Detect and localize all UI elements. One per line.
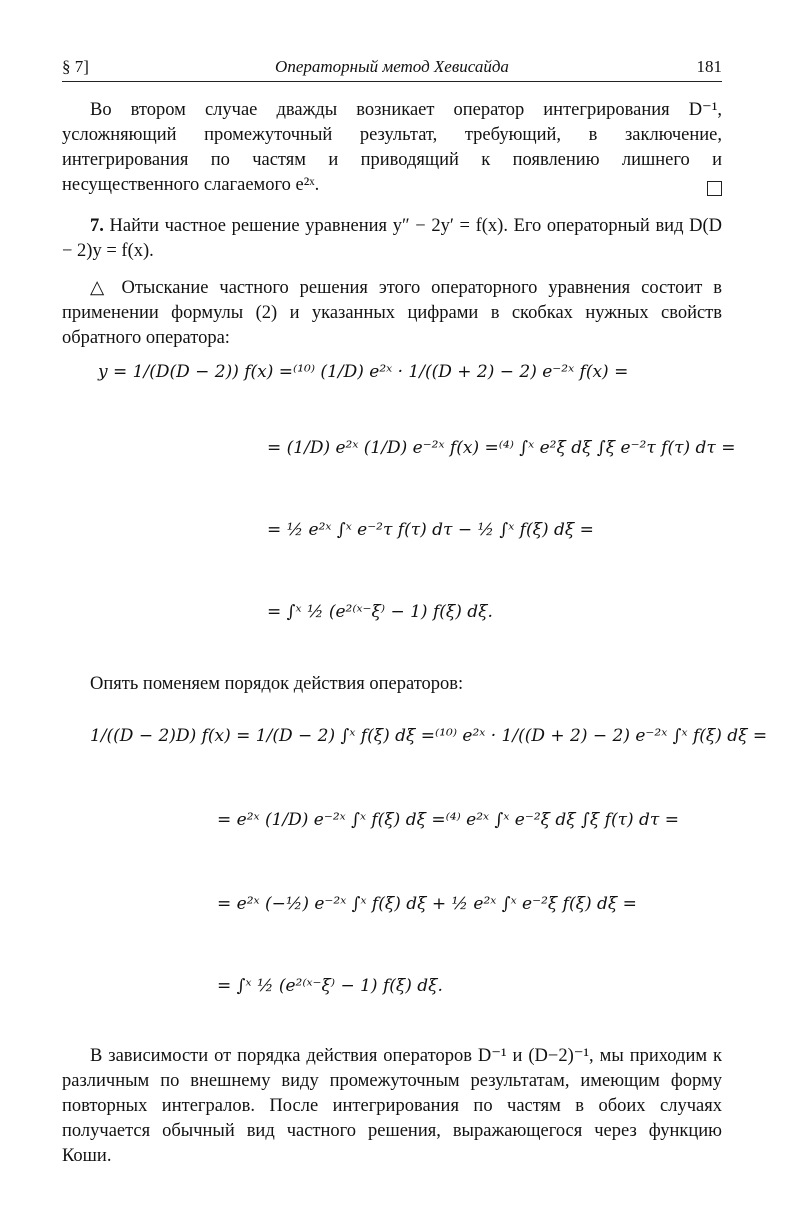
problem-number: 7. [90,216,104,236]
paragraph-1-text: Во втором случае дважды возникает оператор интегрирования D⁻¹, усложняющий промежуточный результат, требующий, в заключение, интегрирования по частям и приводящий к появлению лишнего и несущественного слагаемого e²ˣ. [62,100,722,195]
equation-1-line-4: = ∫ˣ ½ (e²⁽ˣ⁻ξ⁾ − 1) f(ξ) dξ. [267,602,493,622]
paragraph-2 [62,276,722,351]
book-page [62,0,768,1216]
equation-1-line-3: = ½ e²ˣ ∫ˣ e⁻²τ f(τ) dτ − ½ ∫ˣ f(ξ) dξ = [267,520,594,540]
problem-text: Найти частное решение уравнения y″ − 2y′ = f(x). Его операторный вид D(D − 2)y = f(x). [62,216,723,261]
equation-1-line-1: y = 1/(D(D − 2)) f(x) =⁽¹⁰⁾ (1/D) e²ˣ · 1/((D + 2) − 2) e⁻²ˣ f(x) = [98,362,629,382]
problem-7 [62,214,722,264]
paragraph-3 [62,672,722,697]
equation-2-line-4: = ∫ˣ ½ (e²⁽ˣ⁻ξ⁾ − 1) f(ξ) dξ. [217,976,443,996]
qed-box-icon [707,181,722,196]
equation-1-line-2: = (1/D) e²ˣ (1/D) e⁻²ˣ f(x) =⁽⁴⁾ ∫ˣ e²ξ dξ ∫ξ e⁻²τ f(τ) dτ = [267,438,736,458]
paragraph-3-text: Опять поменяем порядок действия операторов: [90,674,464,694]
paragraph-4-text: В зависимости от порядка действия операторов D⁻¹ и (D−2)⁻¹, мы приходим к различным по внешнему виду промежуточным результатам, имеющим форму повторных интегралов. После интегрирования по частям в обоих случаях получается обычный вид частного решения, выражающегося через функцию Коши. [62,1046,722,1166]
paragraph-4 [62,1044,722,1169]
running-title: Операторный метод Хевисайда [275,57,509,76]
running-header [62,55,722,82]
equation-2-line-1: 1/((D − 2)D) f(x) = 1/(D − 2) ∫ˣ f(ξ) dξ =⁽¹⁰⁾ e²ˣ · 1/((D + 2) − 2) e⁻²ˣ ∫ˣ f(ξ) dξ = [90,726,768,746]
equation-2-line-3: = e²ˣ (−½) e⁻²ˣ ∫ˣ f(ξ) dξ + ½ e²ˣ ∫ˣ e⁻²ξ f(ξ) dξ = [217,894,637,914]
paragraph-1 [62,98,722,198]
section-mark: § 7] [62,57,89,76]
paragraph-2-text: △ Отыскание частного решения этого операторного уравнения состоит в применении формулы (2) и указанных цифрами в скобках нужных свойств обратного оператора: [62,278,722,348]
page-number: 181 [696,57,722,76]
equation-2-line-2: = e²ˣ (1/D) e⁻²ˣ ∫ˣ f(ξ) dξ =⁽⁴⁾ e²ˣ ∫ˣ e⁻²ξ dξ ∫ξ f(τ) dτ = [217,810,679,830]
